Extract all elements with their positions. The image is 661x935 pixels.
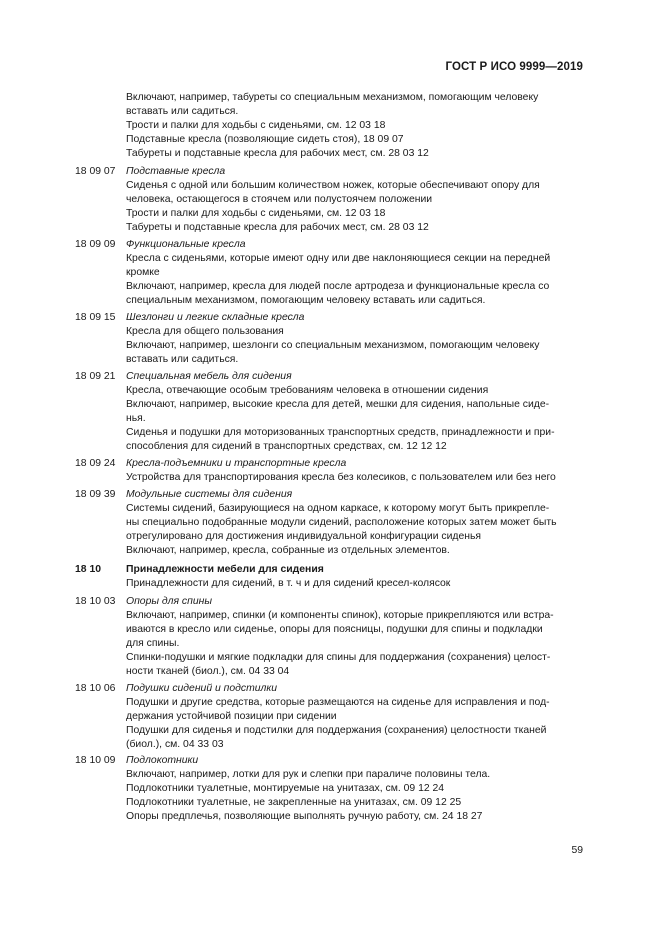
page-number: 59 (571, 845, 583, 856)
entry-line: Кресла для общего пользования (126, 326, 284, 338)
entry-line: Подлокотники туалетные, монтируемые на унитазах, см. 09 12 24 (126, 783, 445, 795)
standard-header: ГОСТ Р ИСО 9999—2019 (445, 61, 583, 73)
entry-line: человека, остающегося в стоячем или полустоячем положении (126, 194, 433, 206)
entry-body (126, 488, 584, 558)
entry-body (126, 563, 584, 591)
intro-line: Трости и палки для ходьбы с сиденьями, см. 12 03 18 (126, 120, 386, 132)
entry-code: 18 09 21 (75, 371, 116, 382)
entry-line: ности тканей (биол.), см. 04 33 04 (126, 666, 290, 678)
intro-line: вставать или садиться. (126, 106, 239, 118)
entry-title: Опоры для спины (126, 596, 212, 607)
entry-body (126, 311, 584, 367)
intro-line: Табуреты и подставные кресла для рабочих мест, см. 28 03 12 (126, 148, 429, 160)
entry-body (126, 682, 584, 752)
entry-code: 18 10 06 (75, 683, 116, 694)
entry-code: 18 09 15 (75, 312, 116, 323)
entry-line: нья. (126, 413, 146, 425)
entry-line: специальным механизмом, помогающим человеку вставать или садиться. (126, 295, 486, 307)
entry-line: Сиденья и подушки для моторизованных транспортных средств, принадлежности и при- (126, 427, 555, 439)
entry-title: Функциональные кресла (126, 239, 246, 250)
entry-line: ны специально подобранные модули сидений, расположение которых затем может быть (126, 517, 557, 529)
entry-line: способления для сидений в транспортных средствах, см. 12 12 12 (126, 441, 447, 453)
entry-line: Включают, например, кресла для людей после артродеза и функциональные кресла со (126, 281, 550, 293)
entry-title: Модульные системы для сидения (126, 489, 293, 500)
entry-line: Подушки для сиденья и подстилки для поддержания (сохранения) целостности тканей (126, 725, 547, 737)
entry-code: 18 09 39 (75, 489, 116, 500)
entry-line: Трости и палки для ходьбы с сиденьями, см. 12 03 18 (126, 208, 386, 220)
entry-line: кромке (126, 267, 160, 279)
entry-code: 18 10 09 (75, 755, 116, 766)
entry-line: Включают, например, спинки (и компоненты спинок), которые прикрепляются или встра- (126, 610, 554, 622)
entry-line: Системы сидений, базирующиеся на одном каркасе, к которому могут быть прикрепле- (126, 503, 550, 515)
entry-line: Табуреты и подставные кресла для рабочих мест, см. 28 03 12 (126, 222, 429, 234)
group-code: 18 10 (75, 564, 102, 575)
entry-body (126, 754, 584, 824)
entry-body (126, 370, 584, 455)
entry-line: вставать или садиться. (126, 354, 239, 366)
entry-title: Шезлонги и легкие складные кресла (126, 312, 305, 323)
entry-line: Спинки-подушки и мягкие подкладки для спины для поддержания (сохранения) целост- (126, 652, 551, 664)
entry-line: Подлокотники туалетные, не закрепленные на унитазах, см. 09 12 25 (126, 797, 462, 809)
entry-line: Включают, например, высокие кресла для детей, мешки для сидения, напольные сиде- (126, 399, 550, 411)
entry-line: Включают, например, лотки для рук и слепки при параличе половины тела. (126, 769, 491, 781)
entry-line: Опоры предплечья, позволяющие выполнять ручную работу, см. 24 18 27 (126, 811, 483, 823)
entry-body (126, 595, 584, 680)
entry-line: Подушки и другие средства, которые размещаются на сиденье для исправления и под- (126, 697, 550, 709)
entry-line: Кресла с сиденьями, которые имеют одну или две наклоняющиеся секции на передней (126, 253, 551, 265)
entry-line: для спины. (126, 638, 180, 650)
entry-line: Включают, например, шезлонги со специальным механизмом, помогающим человеку (126, 340, 540, 352)
intro-line: Подставные кресла (позволяющие сидеть стоя), 18 09 07 (126, 134, 404, 146)
intro-block (126, 91, 584, 161)
intro-line: Включают, например, табуреты со специальным механизмом, помогающим человеку (126, 92, 539, 103)
entry-title: Кресла-подъемники и транспортные кресла (126, 458, 347, 469)
entry-code: 18 09 07 (75, 166, 116, 177)
entry-code: 18 10 03 (75, 596, 116, 607)
entry-title: Специальная мебель для сидения (126, 371, 292, 382)
entry-line: Кресла, отвечающие особым требованиям человека в отношении сидения (126, 385, 489, 397)
group-title: Принадлежности мебели для сидения (126, 564, 324, 575)
entry-line: иваются в кресло или сиденье, опоры для поясницы, подушки для спины и подкладки (126, 624, 543, 636)
entry-line: держания устойчивой позиции при сидении (126, 711, 337, 723)
entry-code: 18 09 09 (75, 239, 116, 250)
entry-body (126, 238, 584, 308)
entry-line: отрегулировано для достижения индивидуальной конфигурации сиденья (126, 531, 482, 543)
entry-body (126, 165, 584, 235)
entry-code: 18 09 24 (75, 458, 116, 469)
entry-title: Подставные кресла (126, 166, 226, 177)
entry-line: Принадлежности для сидений, в т. ч и для сидений кресел-колясок (126, 578, 451, 590)
entry-title: Подлокотники (126, 755, 199, 766)
entry-body (126, 457, 584, 485)
entry-line: (биол.), см. 04 33 03 (126, 739, 224, 751)
entry-line: Включают, например, кресла, собранные из отдельных элементов. (126, 545, 450, 557)
entry-title: Подушки сидений и подстилки (126, 683, 278, 694)
entry-line: Устройства для транспортирования кресла без колесиков, с пользователем или без него (126, 472, 556, 484)
entry-line: Сиденья с одной или большим количеством ножек, которые обеспечивают опору для (126, 180, 540, 192)
